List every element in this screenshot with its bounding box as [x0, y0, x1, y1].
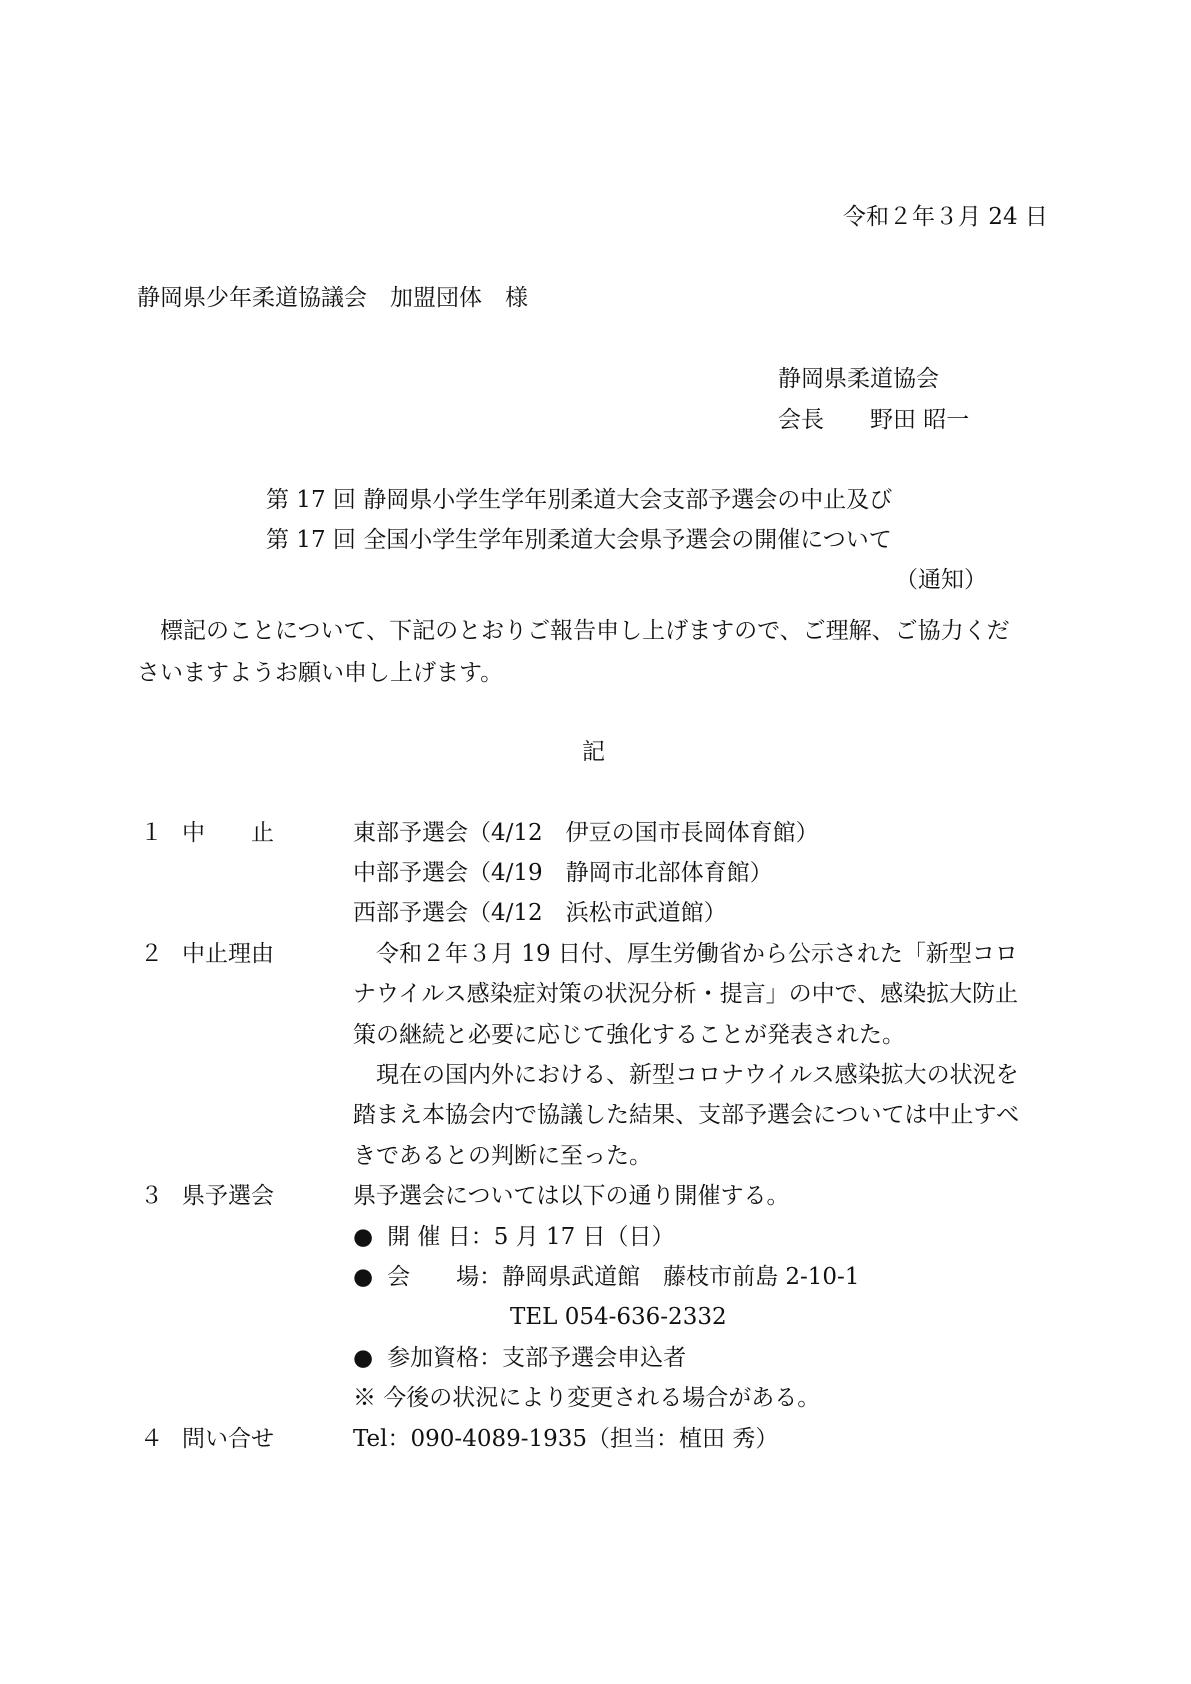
reason-text: 令和２年３月 19 日付、厚生労働省から公示された「 [376, 941, 926, 967]
eligibility: ● 参加資格：支部予選会申込者 [353, 1347, 686, 1370]
addressee: 静岡県少年柔道協議会 加盟団体 様 [137, 285, 528, 311]
reason-paragraph-1-line-1 [376, 943, 1018, 966]
cancel-west: 西部予選会（4/12 浜松市武道館） [353, 900, 727, 926]
report-title: 新型コロ [925, 941, 1018, 967]
item-number: １ [140, 820, 163, 846]
cancel-east: 東部予選会（4/12 伊豆の国市長岡体育館） [353, 820, 819, 846]
document-date: 令和２年３月 24 日 [843, 204, 1048, 230]
venue-telephone: TEL 054-636-2332 [510, 1304, 727, 1330]
reason-paragraph-2-line-1: 現在の国内外における、新型コロナウイルス感染拡大の状況を [376, 1062, 1019, 1088]
sender-organization: 静岡県柔道協会 [778, 366, 939, 392]
ki-heading: 記 [582, 739, 605, 765]
report-title: ナウイルス感染症対策の状況分析・提言 [353, 981, 766, 1007]
item-number: ４ [140, 1426, 163, 1452]
reason-paragraph-2-line-2: 踏まえ本協会内で協議した結果、支部予選会については中止すべ [353, 1102, 1020, 1128]
item-heading: 問い合せ [182, 1426, 274, 1452]
intro-line-1: 標記のことについて、下記のとおりご報告申し上げますので、ご理解、ご協力くだ [160, 618, 1010, 644]
reason-text: 」の中で、感染拡大防止 [765, 981, 1019, 1007]
sender-name: 会長 野田 昭一 [778, 407, 970, 433]
change-note: ※ 今後の状況により変更される場合がある。 [353, 1385, 821, 1411]
intro-line-2: さいますようお願い申し上げます。 [137, 660, 504, 686]
item-heading: 中 止 [182, 820, 274, 846]
prefectural-intro: 県予選会については以下の通り開催する。 [353, 1183, 790, 1209]
item-heading: 中止理由 [182, 941, 274, 967]
subject-line-2: 第 17 回 全国小学生学年別柔道大会県予選会の開催について [266, 527, 892, 553]
event-date: ● 開 催 日：5 月 17 日（日） [353, 1226, 675, 1249]
cancel-central: 中部予選会（4/19 静岡市北部体育館） [353, 860, 773, 886]
subject-notice: （通知） [895, 567, 987, 593]
reason-paragraph-2-line-3: きであるとの判断に至った。 [353, 1143, 652, 1169]
item-number: ２ [140, 941, 163, 967]
item-number: ３ [140, 1183, 163, 1209]
reason-paragraph-1-line-2 [353, 983, 1018, 1006]
subject-line-1: 第 17 回 静岡県小学生学年別柔道大会支部予選会の中止及び [266, 487, 893, 513]
contact-info: Tel：090-4089-1935（担当：植田 秀） [353, 1426, 779, 1452]
reason-paragraph-1-line-3: 策の継続と必要に応じて強化することが発表された。 [353, 1022, 905, 1048]
event-venue: ● 会 場：静岡県武道館 藤枝市前島 2-10-1 [353, 1266, 859, 1289]
item-heading: 県予選会 [182, 1183, 274, 1209]
